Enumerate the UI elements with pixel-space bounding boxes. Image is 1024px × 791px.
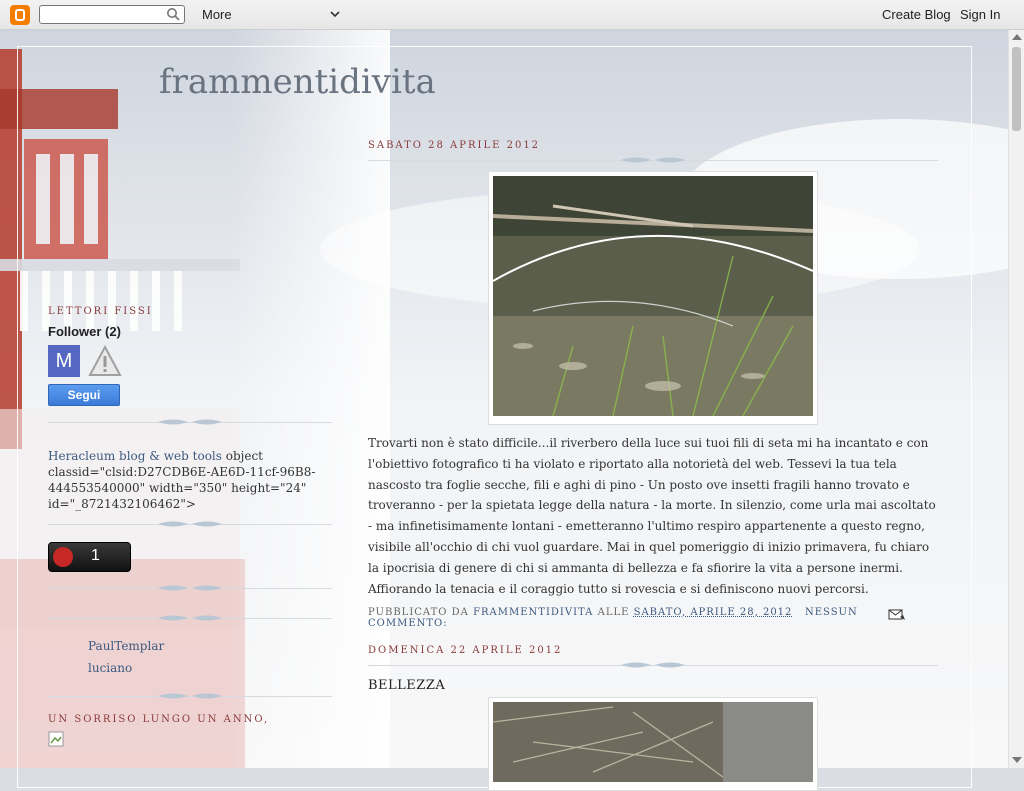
divider-ornament-icon <box>621 660 685 670</box>
chevron-down-icon[interactable] <box>330 9 340 19</box>
date-divider <box>368 160 938 161</box>
divider-ornament-icon <box>158 583 222 593</box>
create-blog-link[interactable]: Create Blog <box>882 7 951 22</box>
post-date-header: SABATO 28 APRILE 2012 <box>368 140 541 151</box>
heracleum-link[interactable]: Heracleum blog & web tools <box>48 449 222 463</box>
scroll-up-arrow-icon[interactable] <box>1012 34 1022 40</box>
follow-button[interactable]: Segui <box>48 384 120 406</box>
followers-widget-title: LETTORI FISSI <box>48 306 153 317</box>
blog-title[interactable]: frammentidivita <box>159 62 436 102</box>
blogger-navbar <box>0 0 1024 30</box>
widget-divider <box>48 588 332 589</box>
divider-ornament-icon <box>158 519 222 529</box>
comments-link[interactable]: NESSUN COMMENTO: <box>368 607 858 630</box>
post-photo-needles[interactable] <box>493 702 813 782</box>
divider-ornament-icon <box>158 613 222 623</box>
post-footer <box>368 607 938 630</box>
followers-heading: Follower (2) <box>48 324 121 339</box>
divider-ornament-icon <box>158 417 222 427</box>
post-photo-spiderweb[interactable] <box>493 176 813 416</box>
visitor-counter[interactable] <box>48 542 131 572</box>
blogger-logo-icon[interactable] <box>10 5 30 25</box>
scroll-down-arrow-icon[interactable] <box>1012 757 1022 763</box>
sidebar <box>48 300 332 750</box>
date-divider <box>368 665 938 666</box>
divider-ornament-icon <box>621 155 685 165</box>
main-posts <box>368 140 938 791</box>
search-icon[interactable] <box>166 7 180 21</box>
post-author-link[interactable]: FRAMMENTIDIVITA <box>473 607 594 619</box>
tools-widget <box>48 448 332 512</box>
at-label: ALLE <box>597 607 630 619</box>
posted-by-label: PUBBLICATO DA <box>368 607 469 619</box>
avatar[interactable]: M <box>48 345 80 377</box>
page-scrollbar[interactable] <box>1008 29 1024 768</box>
sign-in-link[interactable]: Sign In <box>960 7 1001 22</box>
post-image[interactable] <box>488 697 818 791</box>
divider-ornament-icon <box>158 691 222 701</box>
email-post-icon[interactable] <box>888 607 906 621</box>
post-date-header: DOMENICA 22 APRILE 2012 <box>368 645 563 657</box>
scrollbar-thumb[interactable] <box>1012 47 1021 131</box>
links-widget <box>48 635 332 679</box>
post-body: Trovarti non è stato difficile...il riverbero della luce sui tuoi fili di seta mi ha incantato e con l'obiettivo fotografico ti ha violato e riportato alla notorietà del web. Tessevi la tua tela nascosto tra foglie secche, fili e aghi di pino - Un posto ove insetti fragili hanno trovato e troveranno - per la spietata legge della natura - la morte. In silenzio, come urla mai ascoltato - ma infinetisimamente lontani - emetteranno l'ultimo respiro appartenente a questo regno, visibile all'occhio di chi vuol guardare. Mai in quel pomeriggio di inizio primavera, fu chiaro la ipocrisia di genere di chi si ammanta di bellezza e fa sfiorire la vita a persone inermi. Affiorando la tenacia e il coraggio tutto si rovescia e si definiscono nuovi percorsi. <box>368 436 936 596</box>
widget-divider <box>48 524 332 525</box>
post-image[interactable] <box>488 171 818 425</box>
widget-divider <box>48 422 332 423</box>
broken-image-icon <box>48 731 64 747</box>
link-luciano[interactable]: luciano <box>88 661 133 675</box>
post-timestamp-link[interactable]: SABATO, APRILE 28, 2012 <box>633 607 793 619</box>
tools-widget-text: object classid="clsid:D27CDB6E-AE6D-11cf-96B8-444553540000" width="350" height="24" id="_8721432106462"> <box>48 449 316 511</box>
link-paultemplar[interactable]: PaulTemplar <box>88 639 165 653</box>
counter-value: 1 <box>91 547 100 564</box>
warning-avatar-icon[interactable] <box>88 345 122 377</box>
widget-divider <box>48 696 332 697</box>
navbar-search-input[interactable] <box>39 5 185 24</box>
post-title[interactable]: BELLEZZA <box>368 678 446 694</box>
walker-icon <box>53 547 73 567</box>
widget-divider <box>48 618 332 619</box>
followers-avatars <box>48 345 332 377</box>
more-dropdown[interactable]: More <box>202 7 232 22</box>
smile-widget-title: UN SORRISO LUNGO UN ANNO, <box>48 714 270 725</box>
